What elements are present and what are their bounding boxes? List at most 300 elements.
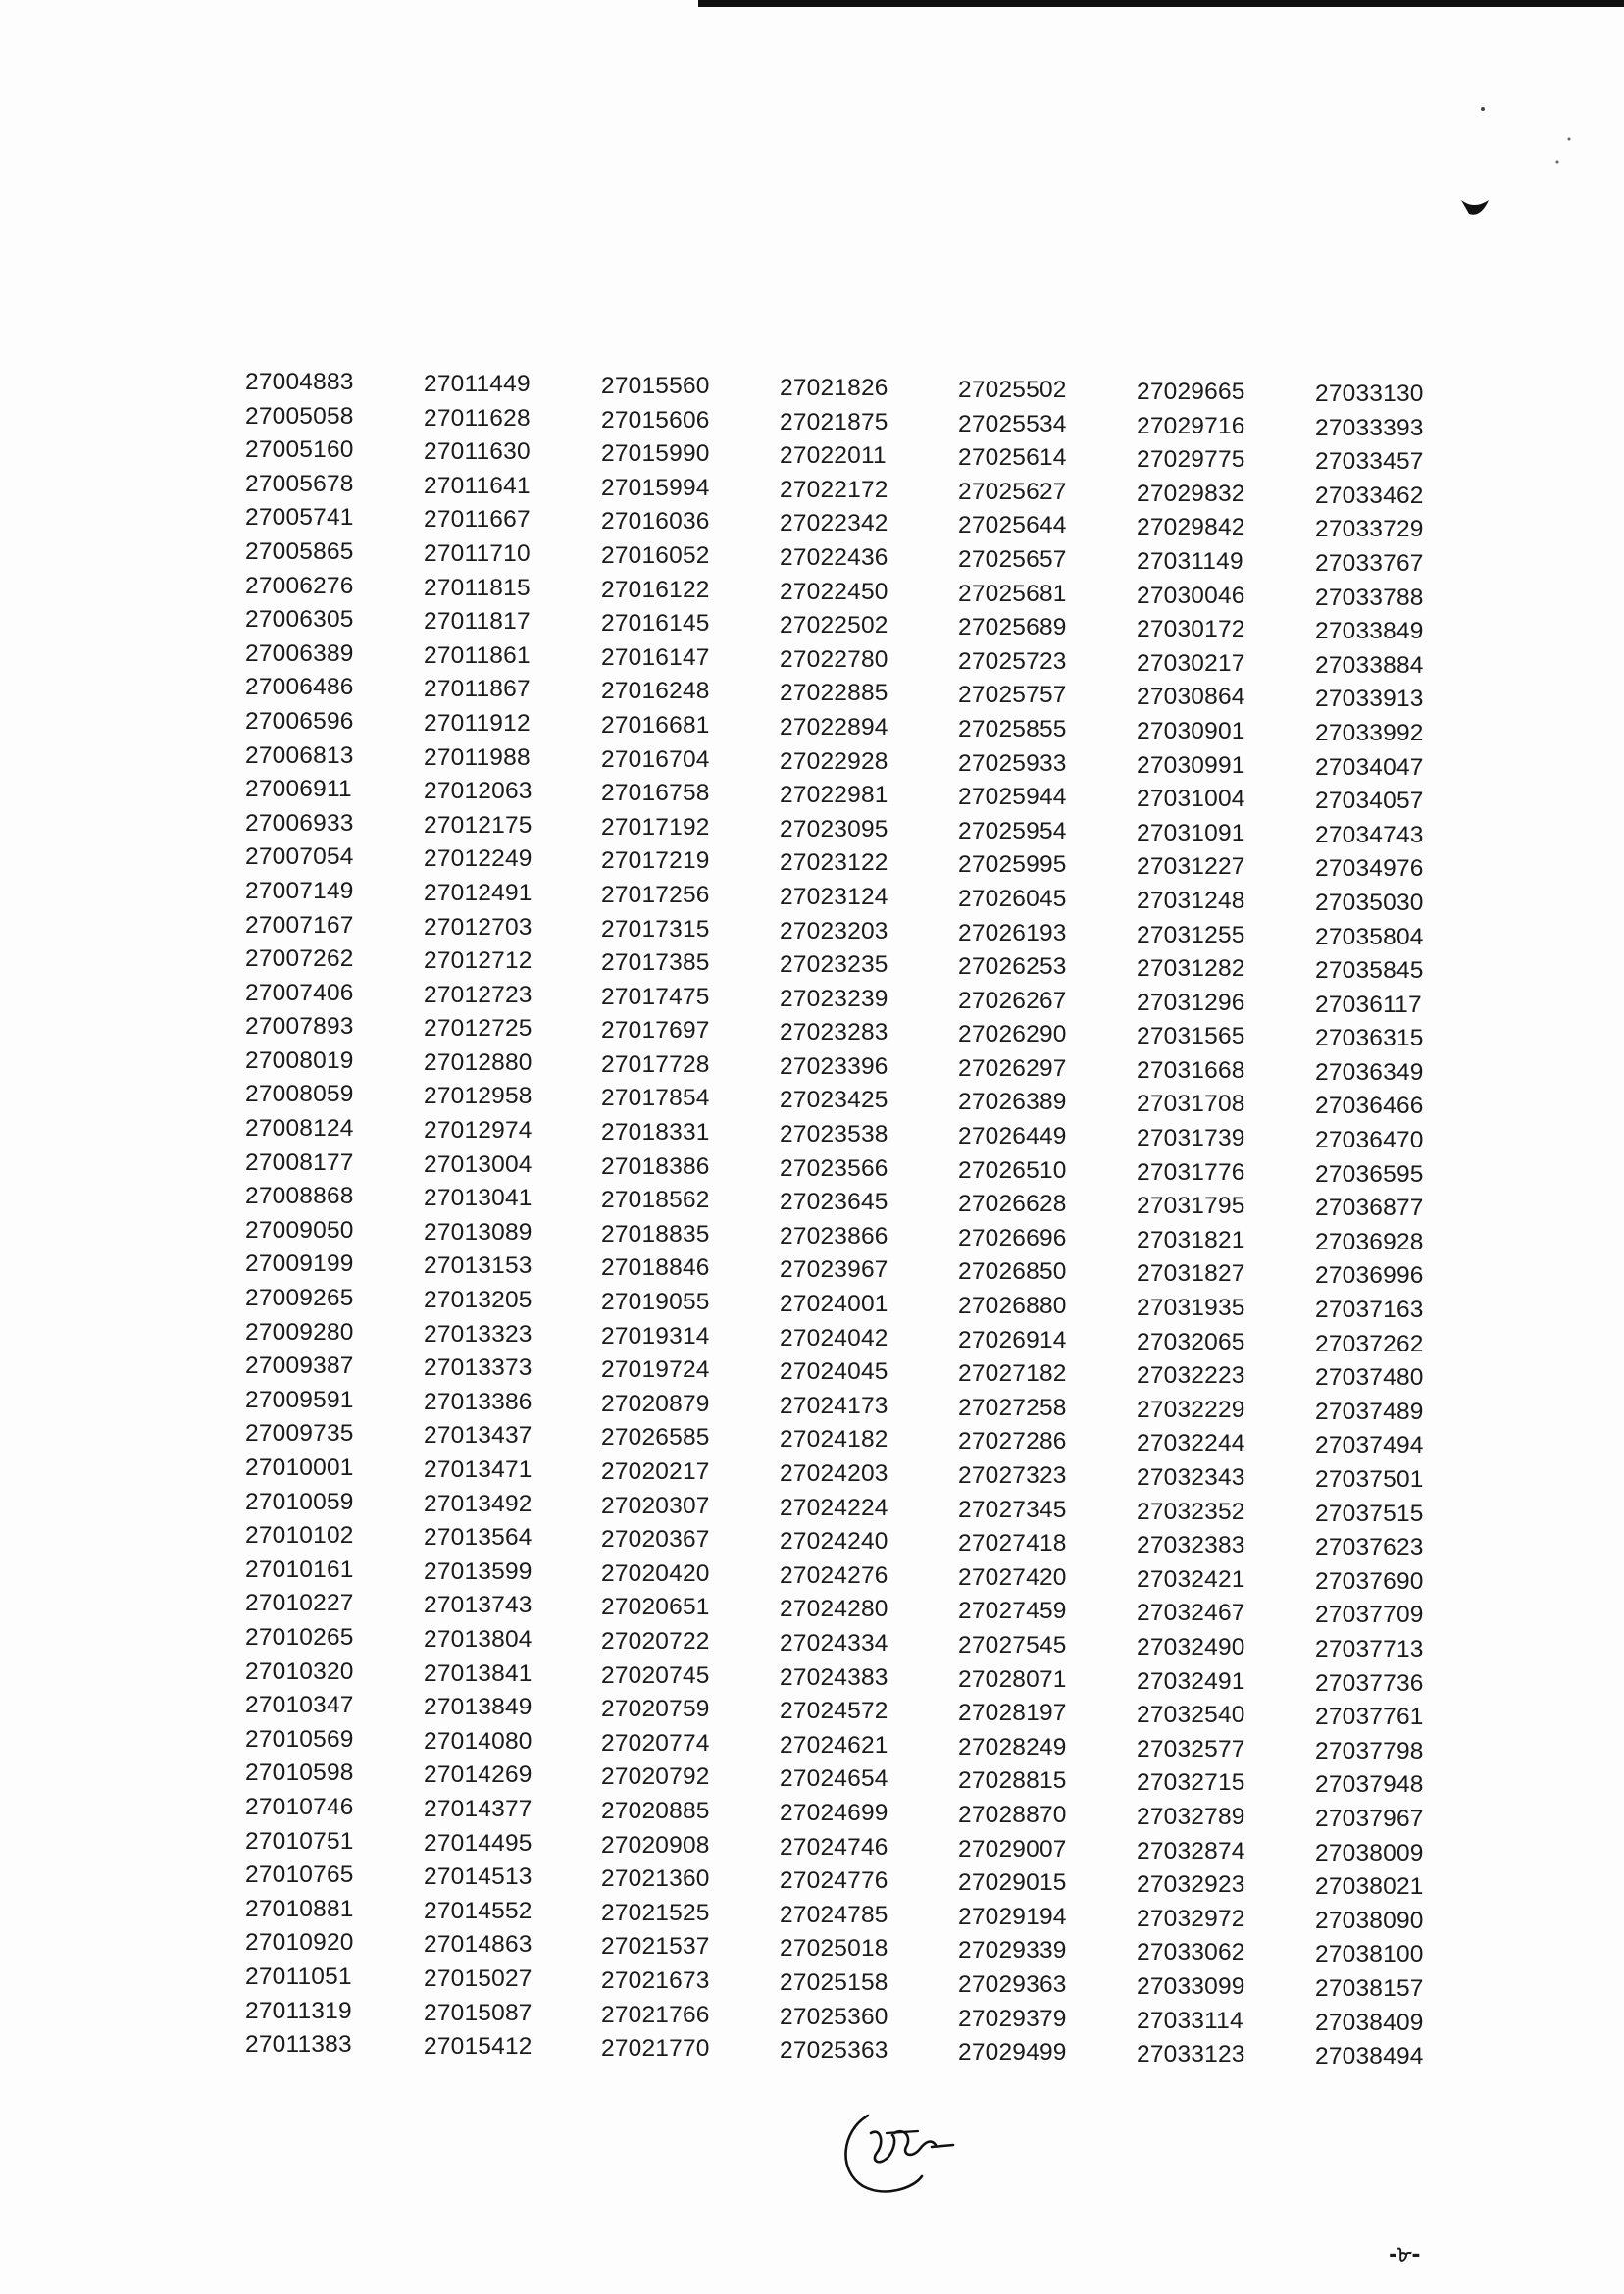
roll-number-cell: 27020792 (601, 1763, 710, 1791)
roll-number-cell: 27010746 (245, 1793, 354, 1820)
roll-number-cell: 27025534 (958, 410, 1067, 437)
roll-number-cell: 27021770 (601, 2035, 710, 2063)
roll-number-cell: 27009199 (245, 1250, 354, 1278)
roll-number-cell: 27037501 (1315, 1466, 1424, 1493)
roll-number-cell: 27026510 (958, 1156, 1067, 1184)
roll-number-cell: 27013849 (424, 1694, 533, 1721)
roll-number-cell: 27019055 (601, 1289, 710, 1316)
roll-number-cell: 27021766 (601, 2001, 710, 2028)
roll-number-cell: 27024224 (780, 1494, 888, 1521)
roll-number-cell: 27012703 (424, 913, 533, 941)
roll-number-cell: 27015027 (424, 1964, 533, 1992)
roll-number-cell: 27033123 (1137, 2041, 1245, 2068)
roll-number-cell: 27024240 (780, 1528, 888, 1555)
roll-number-cell: 27014863 (424, 1931, 533, 1959)
roll-number-cell: 27026914 (958, 1326, 1067, 1353)
roll-number-cell: 27018846 (601, 1254, 710, 1282)
roll-number-cell: 27008868 (245, 1183, 354, 1210)
roll-number-cell: 27032065 (1137, 1328, 1245, 1355)
roll-number-cell: 27026696 (958, 1224, 1067, 1251)
roll-number-cell: 27010765 (245, 1861, 354, 1889)
roll-number-cell: 27025757 (958, 682, 1067, 709)
roll-number-cell: 27004883 (245, 369, 354, 395)
roll-number-cell: 27025995 (958, 851, 1067, 879)
roll-number-cell: 27038090 (1315, 1907, 1424, 1934)
roll-number-cell: 27018835 (601, 1220, 710, 1248)
roll-number-cell: 27029499 (958, 2039, 1067, 2066)
roll-number-cell: 27034047 (1315, 753, 1424, 781)
roll-number-cell: 27020908 (601, 1831, 710, 1859)
roll-number-cell: 27024276 (780, 1561, 888, 1589)
roll-number-cell: 27005058 (245, 402, 354, 430)
roll-number-cell: 27029716 (1137, 412, 1245, 439)
roll-number-cell: 27009591 (245, 1386, 354, 1413)
roll-number-cell: 27028249 (958, 1733, 1067, 1760)
roll-number-cell: 27022981 (780, 782, 888, 809)
roll-number-table (245, 366, 1451, 2070)
roll-number-cell: 27033130 (1315, 381, 1424, 407)
roll-number-cell: 27009387 (245, 1352, 354, 1380)
roll-number-cell: 27016758 (601, 780, 710, 807)
roll-number-cell: 27015994 (601, 474, 710, 501)
roll-number-cell: 27016145 (601, 610, 710, 637)
roll-number-cell: 27029015 (958, 1869, 1067, 1897)
roll-number-cell: 27023645 (780, 1189, 888, 1216)
roll-number-cell: 27029832 (1137, 480, 1245, 507)
roll-number-cell: 27020651 (601, 1594, 710, 1621)
roll-column-5 (958, 374, 1105, 2070)
roll-number-cell: 27031255 (1137, 921, 1245, 948)
roll-number-cell: 27013041 (424, 1185, 533, 1212)
roll-number-cell: 27013841 (424, 1659, 533, 1687)
roll-number-cell: 27023124 (780, 883, 888, 910)
roll-column-6 (1137, 376, 1284, 2072)
roll-number-cell: 27006596 (245, 707, 354, 735)
roll-number-cell: 27006486 (245, 674, 354, 701)
roll-number-cell: 27027345 (958, 1496, 1067, 1523)
roll-number-cell: 27035845 (1315, 957, 1424, 985)
roll-number-cell: 27032972 (1137, 1905, 1245, 1932)
roll-number-cell: 27011628 (424, 404, 531, 432)
roll-number-cell: 27036349 (1315, 1058, 1424, 1086)
roll-number-cell: 27022780 (780, 645, 888, 673)
roll-number-cell: 27011449 (424, 371, 531, 397)
roll-number-cell: 27020774 (601, 1729, 710, 1757)
roll-number-cell: 27020420 (601, 1559, 710, 1587)
roll-number-cell: 27032874 (1137, 1837, 1245, 1864)
roll-number-cell: 27028071 (958, 1665, 1067, 1693)
roll-number-cell: 27033788 (1315, 584, 1424, 611)
roll-number-cell: 27023203 (780, 917, 888, 944)
roll-number-cell: 27026449 (958, 1123, 1067, 1150)
roll-number-cell: 27032491 (1137, 1667, 1245, 1695)
roll-number-cell: 27026880 (958, 1293, 1067, 1320)
roll-number-cell: 27022885 (780, 680, 888, 707)
roll-number-cell: 27033913 (1315, 686, 1424, 713)
roll-number-cell: 27025933 (958, 749, 1067, 777)
roll-number-cell: 27013205 (424, 1287, 533, 1314)
roll-number-cell: 27037967 (1315, 1805, 1424, 1832)
roll-number-cell: 27020759 (601, 1696, 710, 1723)
roll-number-cell: 27022172 (780, 476, 888, 503)
roll-number-cell: 27017385 (601, 949, 710, 977)
roll-number-cell: 27037761 (1315, 1704, 1424, 1731)
roll-number-cell: 27022342 (780, 510, 888, 537)
roll-number-cell: 27022011 (780, 442, 887, 470)
roll-number-cell: 27030046 (1137, 582, 1245, 609)
roll-number-cell: 27013373 (424, 1354, 533, 1382)
roll-number-cell: 27031091 (1137, 819, 1245, 846)
roll-number-cell: 27038100 (1315, 1941, 1424, 1968)
roll-number-cell: 27012249 (424, 845, 533, 873)
roll-number-cell: 27032229 (1137, 1396, 1245, 1423)
roll-number-cell: 27025363 (780, 2037, 888, 2065)
roll-number-cell: 27005865 (245, 537, 354, 565)
roll-number-cell: 27010059 (245, 1488, 354, 1515)
roll-number-cell: 27022894 (780, 713, 888, 740)
roll-number-cell: 27015606 (601, 406, 710, 433)
roll-number-cell: 27019724 (601, 1356, 710, 1384)
roll-number-cell: 27015990 (601, 440, 710, 468)
roll-number-cell: 27030217 (1137, 649, 1245, 677)
roll-number-cell: 27016681 (601, 711, 710, 739)
roll-number-cell: 27030172 (1137, 616, 1245, 643)
roll-number-cell: 27013089 (424, 1218, 533, 1246)
roll-number-cell: 27029665 (1137, 379, 1245, 405)
roll-number-cell: 27032343 (1137, 1464, 1245, 1491)
roll-number-cell: 27010320 (245, 1657, 354, 1685)
roll-number-cell: 27027459 (958, 1598, 1067, 1625)
roll-number-cell: 27037798 (1315, 1737, 1424, 1764)
roll-number-cell: 27009735 (245, 1420, 354, 1448)
roll-number-cell: 27037163 (1315, 1297, 1424, 1324)
roll-number-cell: 27006276 (245, 572, 354, 599)
roll-number-cell: 27031708 (1137, 1091, 1245, 1118)
roll-number-cell: 27024785 (780, 1901, 888, 1928)
roll-number-cell: 27023122 (780, 849, 888, 877)
roll-number-cell: 27024203 (780, 1460, 888, 1487)
roll-number-cell: 27036470 (1315, 1127, 1424, 1154)
roll-number-cell: 27037709 (1315, 1602, 1424, 1629)
roll-number-cell: 27034057 (1315, 788, 1424, 815)
roll-number-cell: 27024173 (780, 1392, 888, 1419)
roll-number-cell: 27010161 (245, 1555, 354, 1583)
roll-number-cell: 27025855 (958, 715, 1067, 742)
roll-number-cell: 27013004 (424, 1150, 533, 1178)
roll-number-cell: 27021537 (601, 1933, 710, 1961)
roll-number-cell: 27016122 (601, 576, 710, 603)
roll-number-cell: 27024621 (780, 1731, 888, 1759)
roll-number-cell: 27018386 (601, 1152, 710, 1180)
roll-number-cell: 27034743 (1315, 821, 1424, 848)
roll-number-cell: 27013386 (424, 1388, 533, 1415)
roll-number-cell: 27031739 (1137, 1125, 1245, 1152)
roll-number-cell: 27030864 (1137, 684, 1245, 711)
roll-number-cell: 27011817 (424, 608, 531, 636)
roll-number-cell: 27025944 (958, 784, 1067, 811)
roll-number-cell: 27025360 (780, 2003, 888, 2030)
roll-number-cell: 27032577 (1137, 1735, 1245, 1762)
roll-number-cell: 27012958 (424, 1083, 533, 1110)
roll-column-4 (780, 372, 927, 2068)
roll-number-cell: 27029775 (1137, 446, 1245, 474)
roll-number-cell: 27032223 (1137, 1362, 1245, 1390)
roll-number-cell: 27037489 (1315, 1398, 1424, 1425)
roll-number-cell: 27038009 (1315, 1839, 1424, 1866)
roll-number-cell: 27014377 (424, 1795, 533, 1822)
roll-number-cell: 27017256 (601, 881, 710, 908)
roll-number-cell: 27021673 (601, 1966, 710, 1994)
roll-number-cell: 27013471 (424, 1456, 533, 1483)
roll-number-cell: 27014269 (424, 1761, 533, 1789)
roll-number-cell: 27024746 (780, 1833, 888, 1861)
roll-number-cell: 27030991 (1137, 751, 1245, 779)
roll-number-cell: 27031821 (1137, 1226, 1245, 1253)
roll-number-cell: 27017315 (601, 915, 710, 943)
roll-number-cell: 27014513 (424, 1863, 533, 1891)
roll-number-cell: 27021875 (780, 408, 888, 435)
roll-number-cell: 27021826 (780, 375, 888, 401)
roll-number-cell: 27013323 (424, 1320, 533, 1348)
roll-number-cell: 27021525 (601, 1899, 710, 1926)
roll-number-cell: 27025614 (958, 444, 1067, 472)
roll-number-cell: 27032352 (1137, 1498, 1245, 1525)
roll-number-cell: 27033393 (1315, 414, 1424, 441)
roll-number-cell: 27012063 (424, 778, 533, 805)
roll-number-cell: 27033114 (1137, 2007, 1243, 2034)
roll-number-cell: 27032789 (1137, 1803, 1245, 1830)
roll-number-cell: 27027258 (958, 1394, 1067, 1421)
roll-number-cell: 27010751 (245, 1827, 354, 1855)
roll-number-cell: 27024654 (780, 1765, 888, 1793)
roll-number-cell: 27025723 (958, 647, 1067, 675)
roll-column-3 (601, 370, 748, 2066)
roll-number-cell: 27032421 (1137, 1565, 1245, 1593)
roll-number-cell: 27007149 (245, 877, 354, 904)
roll-number-cell: 27025681 (958, 580, 1067, 607)
roll-number-cell: 27013599 (424, 1557, 533, 1585)
scan-specks (0, 0, 1624, 255)
roll-number-cell: 27011641 (424, 472, 531, 499)
roll-number-cell: 27010227 (245, 1590, 354, 1617)
roll-number-cell: 27010598 (245, 1759, 354, 1787)
roll-number-cell: 27020367 (601, 1526, 710, 1554)
roll-number-cell: 27023425 (780, 1087, 888, 1114)
roll-number-cell: 27011815 (424, 574, 531, 601)
roll-number-cell: 27007262 (245, 945, 354, 973)
roll-number-cell: 27033992 (1315, 719, 1424, 746)
roll-number-cell: 27010001 (245, 1454, 354, 1481)
roll-number-cell: 27011710 (424, 539, 531, 567)
roll-number-cell: 27011051 (245, 1963, 352, 1990)
roll-number-cell: 27007167 (245, 911, 354, 939)
roll-number-cell: 27011667 (424, 506, 531, 534)
roll-number-cell: 27014080 (424, 1727, 533, 1755)
roll-number-cell: 27036466 (1315, 1093, 1424, 1120)
roll-number-cell: 27008177 (245, 1148, 354, 1176)
roll-number-cell: 27005741 (245, 504, 354, 532)
roll-number-cell: 27029194 (958, 1903, 1067, 1930)
roll-number-cell: 27025657 (958, 545, 1067, 573)
roll-number-cell: 27024280 (780, 1596, 888, 1623)
roll-number-cell: 27032715 (1137, 1769, 1245, 1797)
roll-number-cell: 27037515 (1315, 1500, 1424, 1527)
roll-number-cell: 27018331 (601, 1119, 710, 1147)
signature-icon (834, 2094, 981, 2202)
roll-number-cell: 27013153 (424, 1252, 533, 1280)
roll-number-cell: 27023866 (780, 1222, 888, 1249)
roll-number-cell: 27025627 (958, 478, 1067, 505)
roll-number-cell: 27020722 (601, 1627, 710, 1655)
roll-number-cell: 27026585 (601, 1424, 710, 1452)
roll-number-cell: 27038157 (1315, 1974, 1424, 2002)
roll-number-cell: 27006933 (245, 809, 354, 837)
roll-number-cell: 27019314 (601, 1322, 710, 1350)
roll-number-cell: 27037736 (1315, 1669, 1424, 1697)
roll-number-cell: 27027545 (958, 1631, 1067, 1658)
roll-number-cell: 27016147 (601, 643, 710, 671)
roll-number-cell: 27031827 (1137, 1260, 1245, 1288)
roll-number-cell: 27016704 (601, 745, 710, 773)
roll-number-cell: 27018562 (601, 1187, 710, 1214)
roll-number-cell: 27020217 (601, 1458, 710, 1485)
roll-number-cell: 27024383 (780, 1663, 888, 1691)
roll-number-cell: 27010569 (245, 1725, 354, 1753)
roll-number-cell: 27037948 (1315, 1771, 1424, 1799)
roll-number-cell: 27031565 (1137, 1023, 1245, 1050)
roll-number-cell: 27028197 (958, 1700, 1067, 1727)
roll-number-cell: 27029007 (958, 1835, 1067, 1862)
roll-number-cell: 27033462 (1315, 482, 1424, 509)
roll-number-cell: 27031668 (1137, 1056, 1245, 1084)
roll-number-cell: 27036117 (1315, 991, 1422, 1018)
roll-number-cell: 27014495 (424, 1829, 533, 1857)
roll-number-cell: 27017697 (601, 1017, 710, 1045)
roll-number-cell: 27015412 (424, 2033, 533, 2061)
roll-number-cell: 27027420 (958, 1563, 1067, 1591)
roll-number-cell: 27036595 (1315, 1160, 1424, 1188)
roll-number-cell: 27031935 (1137, 1295, 1245, 1322)
roll-number-cell: 27022502 (780, 612, 888, 639)
roll-number-cell: 27010265 (245, 1623, 354, 1651)
roll-number-cell: 27036877 (1315, 1195, 1424, 1222)
roll-number-cell: 27032467 (1137, 1600, 1245, 1627)
roll-number-cell: 27012723 (424, 981, 533, 1008)
roll-number-cell: 27007406 (245, 979, 354, 1006)
roll-number-cell: 27015087 (424, 1999, 533, 2026)
roll-number-cell: 27024042 (780, 1324, 888, 1351)
roll-number-cell: 27011319 (245, 1997, 352, 2024)
roll-number-cell: 27031296 (1137, 989, 1245, 1016)
roll-number-cell: 27005160 (245, 436, 354, 464)
roll-number-cell: 27017728 (601, 1050, 710, 1078)
roll-number-cell: 27012725 (424, 1015, 533, 1043)
roll-number-cell: 27033062 (1137, 1939, 1245, 1966)
roll-number-cell: 27025644 (958, 512, 1067, 539)
roll-number-cell: 27031227 (1137, 853, 1245, 881)
roll-number-cell: 27023239 (780, 985, 888, 1012)
roll-number-cell: 27032383 (1137, 1532, 1245, 1559)
roll-number-cell: 27026267 (958, 987, 1067, 1014)
roll-number-cell: 27012974 (424, 1117, 533, 1145)
roll-number-cell: 27012712 (424, 947, 533, 975)
roll-number-cell: 27036315 (1315, 1025, 1424, 1052)
roll-column-7 (1315, 378, 1462, 2074)
roll-number-cell: 27025502 (958, 377, 1067, 403)
roll-number-cell: 27024572 (780, 1698, 888, 1725)
roll-number-cell: 27029339 (958, 1937, 1067, 1964)
roll-number-cell: 27030901 (1137, 717, 1245, 744)
roll-number-cell: 27017854 (601, 1085, 710, 1112)
roll-number-cell: 27025158 (780, 1968, 888, 1996)
roll-number-cell: 27035804 (1315, 923, 1424, 950)
roll-number-cell: 27038409 (1315, 2009, 1424, 2036)
roll-number-cell: 27036996 (1315, 1262, 1424, 1290)
roll-number-cell: 27033767 (1315, 549, 1424, 577)
roll-number-cell: 27005678 (245, 470, 354, 497)
roll-number-cell: 27013804 (424, 1625, 533, 1653)
roll-number-cell: 27013492 (424, 1490, 533, 1517)
roll-number-cell: 27020879 (601, 1390, 710, 1417)
roll-number-cell: 27026389 (958, 1089, 1067, 1116)
roll-number-cell: 27031004 (1137, 786, 1245, 813)
roll-number-cell: 27013437 (424, 1422, 533, 1450)
roll-number-cell: 27025689 (958, 614, 1067, 641)
roll-number-cell: 27017219 (601, 847, 710, 875)
roll-number-cell: 27037262 (1315, 1330, 1424, 1357)
roll-number-cell: 27013564 (424, 1524, 533, 1552)
roll-number-cell: 27026290 (958, 1021, 1067, 1048)
roll-number-cell: 27032540 (1137, 1702, 1245, 1729)
roll-number-cell: 27027182 (958, 1360, 1067, 1388)
roll-number-cell: 27024776 (780, 1867, 888, 1895)
roll-number-cell: 27037480 (1315, 1364, 1424, 1392)
roll-number-cell: 27011630 (424, 438, 531, 466)
roll-number-cell: 27037623 (1315, 1534, 1424, 1561)
roll-number-cell: 27006911 (245, 776, 352, 803)
roll-number-cell: 27024045 (780, 1358, 888, 1386)
roll-number-cell: 27029379 (958, 2005, 1067, 2032)
roll-number-cell: 27032244 (1137, 1430, 1245, 1457)
roll-number-cell: 27024334 (780, 1629, 888, 1657)
roll-number-cell: 27026253 (958, 953, 1067, 981)
roll-number-cell: 27026628 (958, 1191, 1067, 1218)
page-number: -৮- (1389, 2243, 1421, 2268)
roll-number-cell: 27023095 (780, 815, 888, 842)
roll-number-cell: 27038494 (1315, 2043, 1424, 2070)
roll-number-cell: 27029363 (958, 1970, 1067, 1998)
roll-number-cell: 27033884 (1315, 651, 1424, 679)
roll-number-cell: 27024182 (780, 1426, 888, 1453)
roll-number-cell: 27006305 (245, 606, 354, 634)
roll-number-cell: 27023235 (780, 951, 888, 979)
roll-number-cell: 27037713 (1315, 1635, 1424, 1662)
roll-number-cell: 27026297 (958, 1054, 1067, 1082)
roll-number-cell: 27033457 (1315, 448, 1424, 476)
roll-number-cell: 27028870 (958, 1801, 1067, 1828)
roll-number-cell: 27022436 (780, 543, 888, 571)
roll-number-cell: 27032923 (1137, 1871, 1245, 1899)
roll-number-cell: 27025018 (780, 1935, 888, 1963)
roll-column-1 (245, 366, 392, 2063)
roll-column-2 (424, 368, 571, 2065)
roll-number-cell: 27011912 (424, 709, 531, 737)
roll-number-cell: 27031149 (1137, 547, 1243, 575)
roll-number-cell: 27013743 (424, 1592, 533, 1619)
roll-number-cell: 27033099 (1137, 1972, 1245, 2000)
roll-number-cell: 27023967 (780, 1256, 888, 1284)
roll-number-cell: 27031282 (1137, 955, 1245, 983)
